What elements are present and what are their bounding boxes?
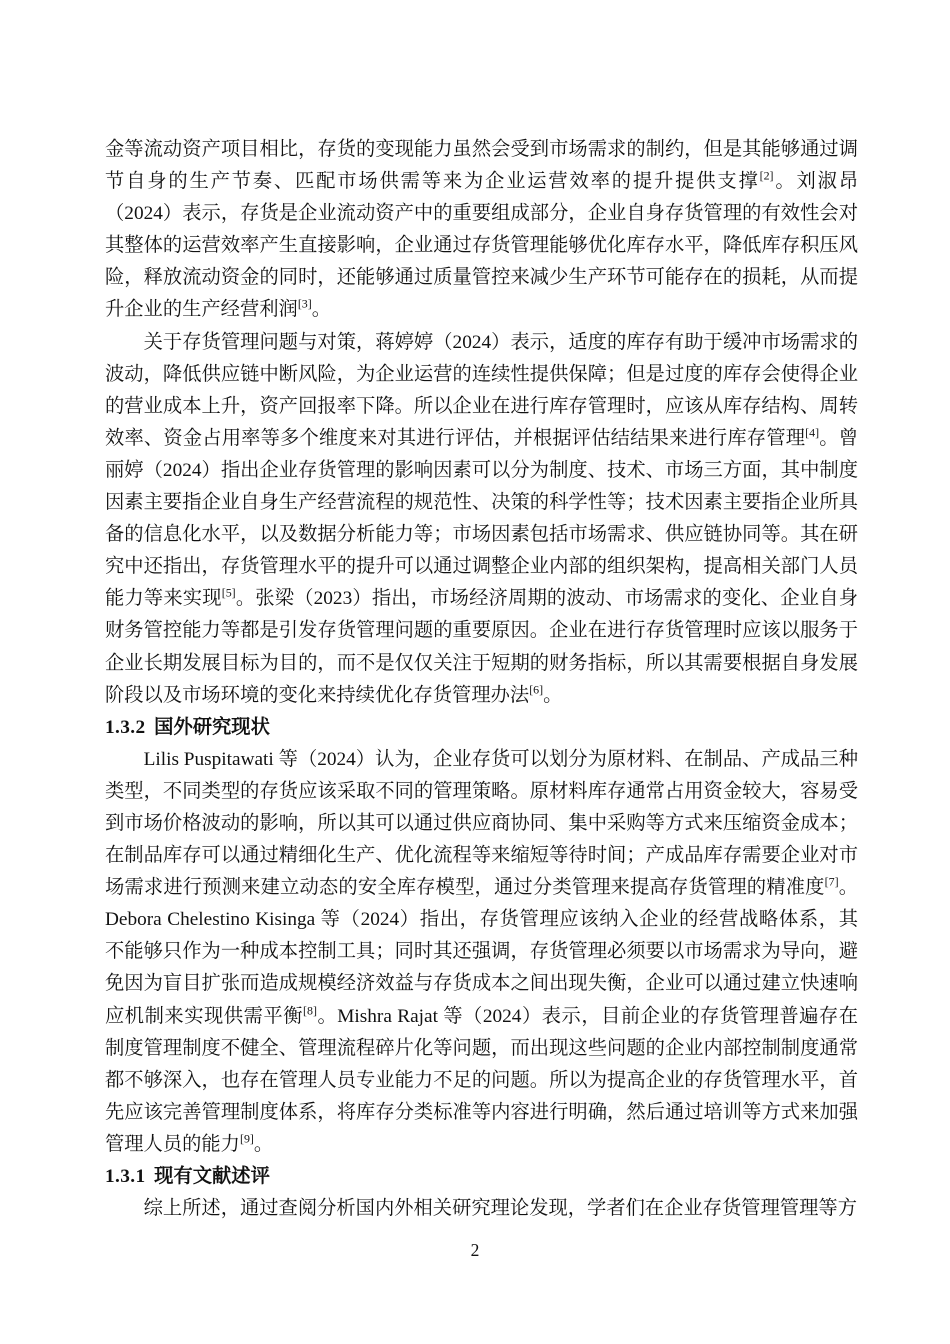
citation-reference: [8] <box>303 1003 317 1018</box>
heading-section-number: 1.3.2 <box>105 716 146 738</box>
citation-reference: [6] <box>529 682 544 697</box>
citation-reference: [4] <box>805 425 820 440</box>
citation-reference: [9] <box>239 1131 254 1146</box>
citation-reference: [7] <box>824 874 839 889</box>
page-number: 2 <box>470 1240 480 1260</box>
heading-section-title: 现有文献述评 <box>154 1166 270 1187</box>
heading-section-number: 1.3.1 <box>105 1166 146 1187</box>
paragraph-foreign-research: Lilis Puspitawati 等（2024）认为，企业存货可以划分为原材料、在制品、产成品三种类型，不同类型的存货应该采取不同的管理策略。原材料库存通常占用资金较大，容易受到市场价格波动的影响，所以其可以通过供应商协同、集中采购等方式来压缩资金成本；在制品库存可以通过精细化生产、优化流程等来缩短等待时间；产成品库存需要企业对市场需求进行预测来建立动态的安全库存模型，通过分类管理来提高存货管理的精准度[7]。Debora Chelestino Kisinga 等（2024）指出，存货管理应该纳入企业的经营战略体系，其不能够只作为一种成本控制工具；同时其还强调，存货管理必须要以市场需求为导向，避免因为盲目扩张而造成规模经济效益与存货成本之间出现失衡，企业可以通过建立快速响应机制来实现供需平衡[8]。Mishra Rajat 等（2024）表示，目前企业的存货管理普遍存在制度管理制度不健全、管理流程碎片化等问题，而出现这些问题的企业内部控制制度通常都不够深入，也存在管理人员专业能力不足的问题。所以为提高企业的存货管理水平，首先应该完善管理制度体系，将库存分类标准等内容进行明确，然后通过培训等方式来加强管理人员的能力[9]。 <box>105 748 859 1155</box>
heading-literature-review <box>105 1161 858 1193</box>
document-body <box>105 134 858 1225</box>
page-footer <box>0 1240 950 1261</box>
citation-reference: [5] <box>221 585 236 600</box>
citation-reference: [3] <box>297 297 312 312</box>
paragraph-literature-review-summary: 综上所述，通过查阅分析国内外相关研究理论发现，学者们在企业存货管理管理等方 <box>143 1198 857 1220</box>
heading-foreign-research-status <box>105 712 858 744</box>
heading-section-title: 国外研究现状 <box>154 716 270 738</box>
citation-reference: [2] <box>759 168 774 183</box>
paragraph-domestic-research-continuation: 金等流动资产项目相比，存货的变现能力虽然会受到市场需求的制约，但是其能够通过调节自身的生产节奏、匹配市场供需等来为企业运营效率的提升提供支撑[2]。刘淑昂（2024）表示，存货是企业流动资产中的重要组成部分，企业自身存货管理的有效性会对其整体的运营效率产生直接影响，企业通过存货管理能够优化库存水平，降低库存积压风险，释放流动资金的同时，还能够通过质量管控来减少生产环节可能存在的损耗，从而提升企业的生产经营利润[3]。 <box>105 139 859 321</box>
paragraph-inventory-problems-and-strategies: 关于存货管理问题与对策，蒋婷婷（2024）表示，适度的库存有助于缓冲市场需求的波动，降低供应链中断风险，为企业运营的连续性提供保障；但是过度的库存会使得企业的营业成本上升，资产回报率下降。所以企业在进行库存管理时，应该从库存结构、周转效率、资金占用率等多个维度来对其进行评估，并根据评估结结果来进行库存管理[4]。曾丽婷（2024）指出企业存货管理的影响因素可以分为制度、技术、市场三方面，其中制度因素主要指企业自身生产经营流程的规范性、决策的科学性等；技术因素主要指企业所具备的信息化水平，以及数据分析能力等；市场因素包括市场需求、供应链协同等。其在研究中还指出，存货管理水平的提升可以通过调整企业内部的组织架构，提高相关部门人员能力等来实现[5]。张梁（2023）指出，市场经济周期的波动、市场需求的变化、企业自身财务管控能力等都是引发存货管理问题的重要原因。企业在进行存货管理时应该以服务于企业长期发展目标为目的，而不是仅仅关注于短期的财务指标，所以其需要根据自身发展阶段以及市场环境的变化来持续优化存货管理办法[6]。 <box>105 331 859 706</box>
